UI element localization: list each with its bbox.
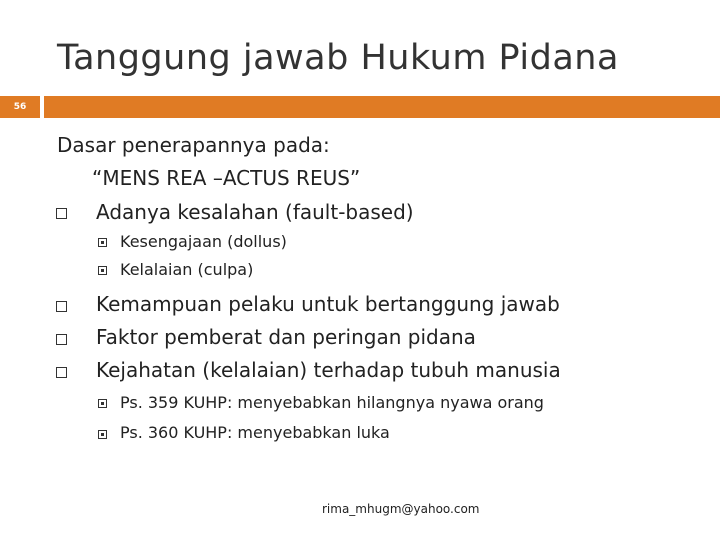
intro-text: Dasar penerapannya pada:: [57, 133, 330, 157]
square-bullet-icon: [56, 301, 67, 312]
bullet-faktor: Faktor pemberat dan peringan pidana: [96, 325, 476, 349]
square-sub-bullet-icon: [98, 399, 107, 408]
sub-bullet-dollus: Kesengajaan (dollus): [120, 232, 287, 251]
title-accent-bar: [44, 96, 720, 118]
sub-bullet-ps360: Ps. 360 KUHP: menyebabkan luka: [120, 423, 390, 442]
square-bullet-icon: [56, 334, 67, 345]
square-sub-bullet-icon: [98, 430, 107, 439]
bullet-fault-based: Adanya kesalahan (fault-based): [96, 200, 414, 224]
square-bullet-icon: [56, 208, 67, 219]
square-sub-bullet-icon: [98, 266, 107, 275]
bullet-kemampuan: Kemampuan pelaku untuk bertanggung jawab: [96, 292, 560, 316]
slide-title: Tanggung jawab Hukum Pidana: [57, 38, 619, 78]
square-sub-bullet-icon: [98, 238, 107, 247]
bullet-kejahatan: Kejahatan (kelalaian) terhadap tubuh manusia: [96, 358, 561, 382]
footer-email: rima_mhugm@yahoo.com: [322, 502, 480, 516]
square-bullet-icon: [56, 367, 67, 378]
sub-bullet-ps359: Ps. 359 KUHP: menyebabkan hilangnya nyawa orang: [120, 393, 544, 412]
slide-number: 56: [13, 102, 27, 112]
mens-rea-subtitle: “MENS REA –ACTUS REUS”: [92, 166, 361, 190]
sub-bullet-culpa: Kelalaian (culpa): [120, 260, 254, 279]
